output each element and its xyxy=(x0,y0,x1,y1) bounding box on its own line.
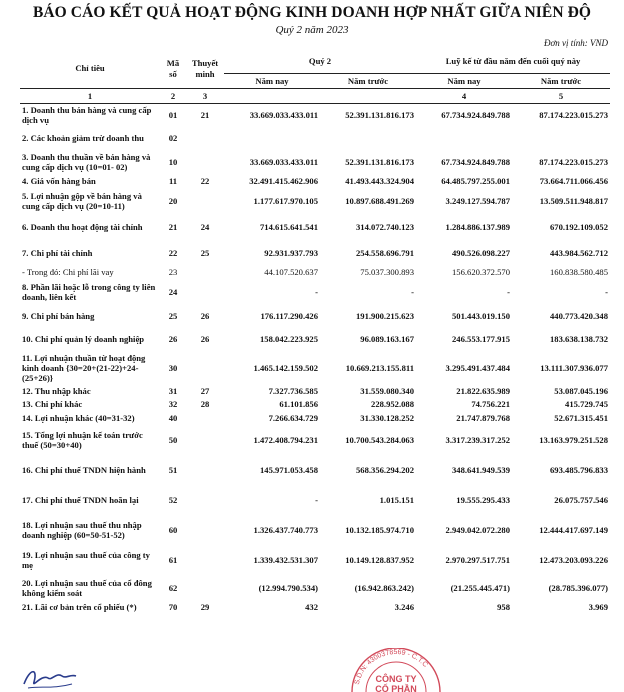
row-label: 6. Doanh thu hoạt động tài chính xyxy=(22,221,143,232)
col-header-y-nam-nay: Năm nay xyxy=(416,74,512,89)
col-number: 1 xyxy=(20,89,160,104)
row-label: 21. Lãi cơ bản trên cổ phiếu (*) xyxy=(22,601,137,612)
column-number-row xyxy=(20,89,610,104)
ytd-prior-value: 443.984.562.712 xyxy=(549,247,608,258)
ytd-current-value: 3.249.127.594.787 xyxy=(445,195,510,206)
col-number xyxy=(224,89,320,104)
row-label: 4. Giá vốn hàng bán xyxy=(22,175,96,186)
table-row xyxy=(20,174,610,188)
q2-current-value: 145.971.053.458 xyxy=(259,464,318,475)
row-note: 28 xyxy=(200,399,210,409)
q2-prior-value: 31.559.080.340 xyxy=(360,386,414,396)
col-header-quy2: Quý 2 xyxy=(224,49,416,74)
ytd-current-value: 64.485.797.255.001 xyxy=(441,175,510,186)
q2-current-value: 33.669.033.433.011 xyxy=(249,156,318,167)
row-label: 9. Chi phí bán hàng xyxy=(22,310,95,321)
q2-prior-value: 52.391.131.816.173 xyxy=(345,109,414,120)
ytd-prior-value: 12.473.203.093.226 xyxy=(539,554,608,565)
q2-current-value xyxy=(224,126,320,150)
row-note xyxy=(186,279,224,305)
row-code: 25 xyxy=(168,310,178,321)
q2-current-value: 44.107.520.637 xyxy=(264,267,318,277)
q2-prior-value: 254.558.696.791 xyxy=(355,247,414,258)
col-header-ma-so: Mã số xyxy=(160,49,186,89)
ytd-current-value: 74.756.221 xyxy=(471,399,510,409)
row-code: 62 xyxy=(168,582,178,593)
ytd-prior-value: (28.785.396.077) xyxy=(548,582,608,593)
row-note: 29 xyxy=(200,601,210,612)
row-note xyxy=(186,575,224,601)
row-code: 32 xyxy=(168,399,178,409)
ytd-current-value: 2.949.042.072.280 xyxy=(445,524,510,535)
col-header-luy-ke: Luỹ kế từ đầu năm đến cuối quý này xyxy=(416,49,610,74)
row-code: 21 xyxy=(168,221,178,232)
row-code: 51 xyxy=(168,464,178,475)
q2-current-value: - xyxy=(315,286,318,297)
row-label: 3. Doanh thu thuần về bán hàng và cung cấp dịch vụ (10=01- 02) xyxy=(22,151,151,172)
ytd-prior-value: 670.192.109.052 xyxy=(549,221,608,232)
col-number: 3 xyxy=(186,89,224,104)
row-note: 24 xyxy=(200,221,210,232)
ytd-current-value: 156.620.372.570 xyxy=(451,267,510,277)
row-code: 10 xyxy=(168,156,178,167)
q2-current-value: (12.994.790.534) xyxy=(258,582,318,593)
row-note xyxy=(186,455,224,485)
col-header-thuyet-minh: Thuyết minh xyxy=(186,49,224,89)
q2-current-value: - xyxy=(315,494,318,505)
q2-prior-value: 10.669.213.155.811 xyxy=(345,362,414,373)
q2-current-value: 32.491.415.462.906 xyxy=(249,175,318,186)
row-code: 30 xyxy=(168,362,178,373)
q2-prior-value: 10.149.128.837.952 xyxy=(345,554,414,565)
ytd-prior-value: 73.664.711.066.456 xyxy=(539,175,608,186)
ytd-current-value: 501.443.019.150 xyxy=(451,310,510,321)
table-row xyxy=(20,385,610,398)
ytd-prior-value: 87.174.223.015.273 xyxy=(539,109,608,120)
ytd-current-value: - xyxy=(507,286,510,297)
q2-current-value: 1.339.432.531.307 xyxy=(253,554,318,565)
table-row xyxy=(20,150,610,174)
row-label: 13. Chi phí khác xyxy=(22,399,83,409)
row-label: 20. Lợi nhuận sau thuế của cổ đông không kiểm soát xyxy=(22,577,152,598)
table-row xyxy=(20,515,610,545)
row-code: 70 xyxy=(168,601,178,612)
table-row xyxy=(20,188,610,214)
row-note: 25 xyxy=(200,247,210,258)
table-row xyxy=(20,104,610,126)
table-row xyxy=(20,601,610,613)
q2-prior-value: 3.246 xyxy=(394,601,414,612)
ytd-current-value: 348.641.949.539 xyxy=(451,464,510,475)
q2-current-value: 1.472.408.794.231 xyxy=(253,434,318,445)
row-note: 26 xyxy=(200,310,210,321)
table-row xyxy=(20,327,610,351)
table-row xyxy=(20,240,610,266)
table-row xyxy=(20,425,610,455)
row-note: 22 xyxy=(200,175,210,186)
table-row xyxy=(20,575,610,601)
row-note: 27 xyxy=(200,386,210,396)
row-note xyxy=(186,351,224,385)
row-note xyxy=(186,188,224,214)
signature-image xyxy=(20,664,78,692)
row-label: - Trong đó: Chi phí lãi vay xyxy=(22,267,114,277)
ytd-prior-value: 52.671.315.451 xyxy=(554,412,608,423)
ytd-current-value: 21.747.879.768 xyxy=(456,412,510,423)
row-label: 10. Chi phí quản lý doanh nghiệp xyxy=(22,333,145,344)
report-period: Quý 2 năm 2023 xyxy=(275,24,349,36)
q2-prior-value: 10.897.688.491.269 xyxy=(345,195,414,206)
q2-current-value: 92.931.937.793 xyxy=(264,247,318,258)
q2-current-value: 432 xyxy=(305,601,318,612)
row-note xyxy=(186,485,224,515)
ytd-prior-value: 13.111.307.936.077 xyxy=(540,362,608,373)
q2-current-value: 33.669.033.433.011 xyxy=(249,109,318,120)
ytd-current-value: 3.317.239.317.252 xyxy=(445,434,510,445)
ytd-current-value xyxy=(416,126,512,150)
row-label: 12. Thu nhập khác xyxy=(22,386,91,396)
ytd-prior-value: 53.087.045.196 xyxy=(554,386,608,396)
q2-current-value: 1.326.437.740.773 xyxy=(253,524,318,535)
svg-text:CÔNG TY: CÔNG TY xyxy=(375,674,417,684)
col-number: 2 xyxy=(160,89,186,104)
ytd-prior-value: 693.485.796.833 xyxy=(549,464,608,475)
table-row xyxy=(20,351,610,385)
q2-prior-value: 314.072.740.123 xyxy=(355,221,414,232)
svg-text:S.D.N: 4300378569 - C.T.C: S.D.N: 4300378569 - C.T.C xyxy=(353,648,429,686)
row-note xyxy=(186,425,224,455)
q2-current-value: 7.266.634.729 xyxy=(268,412,318,423)
q2-prior-value: 10.700.543.284.063 xyxy=(345,434,414,445)
row-note xyxy=(186,126,224,150)
header-row xyxy=(20,49,610,74)
row-label: 14. Lợi nhuận khác (40=31-32) xyxy=(22,412,135,423)
ytd-current-value: 2.970.297.517.751 xyxy=(445,554,510,565)
table-row xyxy=(20,266,610,279)
ytd-prior-value xyxy=(512,126,610,150)
ytd-current-value: 958 xyxy=(497,601,510,612)
row-code: 31 xyxy=(168,386,178,396)
ytd-current-value: 67.734.924.849.788 xyxy=(441,109,510,120)
svg-text:CỔ PHẦN: CỔ PHẦN xyxy=(375,684,417,692)
q2-prior-value xyxy=(320,126,416,150)
ytd-prior-value: 440.773.420.348 xyxy=(549,310,608,321)
table-row xyxy=(20,305,610,327)
row-code: 22 xyxy=(168,247,178,258)
ytd-current-value: 21.822.635.989 xyxy=(456,386,510,396)
row-code: 61 xyxy=(168,554,178,565)
row-code: 24 xyxy=(168,286,178,297)
q2-prior-value: 1.015.151 xyxy=(379,494,414,505)
row-label: 8. Phần lãi hoặc lỗ trong công ty liên doanh, liên kết xyxy=(22,281,156,302)
ytd-prior-value: 13.163.979.251.528 xyxy=(539,434,608,445)
col-number xyxy=(320,89,416,104)
row-note: 26 xyxy=(200,333,210,344)
q2-prior-value: 96.089.163.167 xyxy=(360,333,414,344)
table-row xyxy=(20,455,610,485)
q2-prior-value: 52.391.131.816.173 xyxy=(345,156,414,167)
ytd-prior-value: 87.174.223.015.273 xyxy=(539,156,608,167)
row-code: 02 xyxy=(168,132,178,143)
table-row xyxy=(20,126,610,150)
row-label: 2. Các khoản giảm trừ doanh thu xyxy=(22,132,144,143)
row-note xyxy=(186,411,224,425)
ytd-current-value: (21.255.445.471) xyxy=(450,582,510,593)
row-label: 15. Tổng lợi nhuận kế toán trước thuế (50=30+40) xyxy=(22,429,143,450)
col-header-chi-tieu: Chỉ tiêu xyxy=(20,49,160,89)
table-row xyxy=(20,279,610,305)
table-row xyxy=(20,485,610,515)
ytd-prior-value: 12.444.417.697.149 xyxy=(539,524,608,535)
q2-prior-value: 568.356.294.202 xyxy=(355,464,414,475)
row-note xyxy=(186,515,224,545)
row-code: 50 xyxy=(168,434,178,445)
q2-current-value: 176.117.290.426 xyxy=(260,310,318,321)
row-code: 52 xyxy=(168,494,178,505)
ytd-current-value: 19.555.295.433 xyxy=(456,494,510,505)
row-label: 19. Lợi nhuận sau thuế của công ty mẹ xyxy=(22,549,150,570)
col-number: 5 xyxy=(512,89,610,104)
company-seal-stamp xyxy=(348,648,444,692)
ytd-current-value: 246.553.177.915 xyxy=(451,333,510,344)
row-code: 40 xyxy=(168,412,178,423)
ytd-prior-value: 3.969 xyxy=(588,601,608,612)
q2-current-value: 7.327.736.585 xyxy=(268,386,318,396)
ytd-current-value: 490.526.098.227 xyxy=(451,247,510,258)
q2-current-value: 158.042.223.925 xyxy=(259,333,318,344)
q2-prior-value: 10.132.185.974.710 xyxy=(345,524,414,535)
income-statement-table xyxy=(20,49,610,613)
q2-current-value: 1.465.142.159.502 xyxy=(253,362,318,373)
ytd-current-value: 1.284.886.137.989 xyxy=(445,221,510,232)
q2-prior-value: 31.330.128.252 xyxy=(360,412,414,423)
row-label: 7. Chi phí tài chính xyxy=(22,247,93,258)
row-label: 18. Lợi nhuận sau thuế thu nhập doanh nghiệp (60=50-51-52) xyxy=(22,519,142,540)
q2-prior-value: - xyxy=(411,286,414,297)
ytd-current-value: 3.295.491.437.484 xyxy=(445,362,510,373)
row-code: 23 xyxy=(168,267,178,277)
row-code: 60 xyxy=(168,524,178,535)
table-row xyxy=(20,398,610,411)
q2-current-value: 714.615.641.541 xyxy=(259,221,318,232)
ytd-prior-value: 415.729.745 xyxy=(565,399,608,409)
row-label: 16. Chi phí thuế TNDN hiện hành xyxy=(22,464,146,475)
row-note xyxy=(186,150,224,174)
row-label: 17. Chi phí thuế TNDN hoãn lại xyxy=(22,494,139,505)
row-code: 20 xyxy=(168,195,178,206)
q2-prior-value: 191.900.215.623 xyxy=(355,310,414,321)
q2-current-value: 1.177.617.970.105 xyxy=(253,195,318,206)
row-code: 11 xyxy=(168,175,178,186)
q2-prior-value: 228.952.088 xyxy=(371,399,414,409)
table-row xyxy=(20,411,610,425)
row-note xyxy=(186,545,224,575)
row-note: 21 xyxy=(200,109,210,120)
ytd-current-value: 67.734.924.849.788 xyxy=(441,156,510,167)
ytd-prior-value: 160.838.580.485 xyxy=(549,267,608,277)
row-code: 01 xyxy=(168,109,178,120)
ytd-prior-value: 26.075.757.546 xyxy=(554,494,608,505)
row-label: 1. Doanh thu bán hàng và cung cấp dịch vụ xyxy=(22,104,152,125)
col-number: 4 xyxy=(416,89,512,104)
ytd-prior-value: 183.638.138.732 xyxy=(549,333,608,344)
q2-prior-value: 41.493.443.324.904 xyxy=(345,175,414,186)
table-row xyxy=(20,214,610,240)
q2-current-value: 61.101.856 xyxy=(279,399,318,409)
q2-prior-value: (16.942.863.242) xyxy=(354,582,414,593)
row-label: 5. Lợi nhuận gộp về bán hàng và cung cấp dịch vụ (20=10-11) xyxy=(22,190,142,211)
currency-unit: Đơn vị tính: VND xyxy=(543,38,608,48)
col-header-q-nam-truoc: Năm trước xyxy=(320,74,416,89)
col-header-q-nam-nay: Năm nay xyxy=(224,74,320,89)
table-row xyxy=(20,545,610,575)
row-note xyxy=(186,266,224,279)
row-label: 11. Lợi nhuận thuần từ hoạt động kinh doanh {30=20+(21-22)+24-(25+26)} xyxy=(22,352,146,383)
ytd-prior-value: - xyxy=(605,286,608,297)
report-title: BÁO CÁO KẾT QUẢ HOẠT ĐỘNG KINH DOANH HỢP NHẤT GIỮA NIÊN ĐỘ xyxy=(32,4,592,21)
row-code: 26 xyxy=(168,333,178,344)
col-header-y-nam-truoc: Năm trước xyxy=(512,74,610,89)
q2-prior-value: 75.037.300.893 xyxy=(360,267,414,277)
ytd-prior-value: 13.509.511.948.817 xyxy=(539,195,608,206)
